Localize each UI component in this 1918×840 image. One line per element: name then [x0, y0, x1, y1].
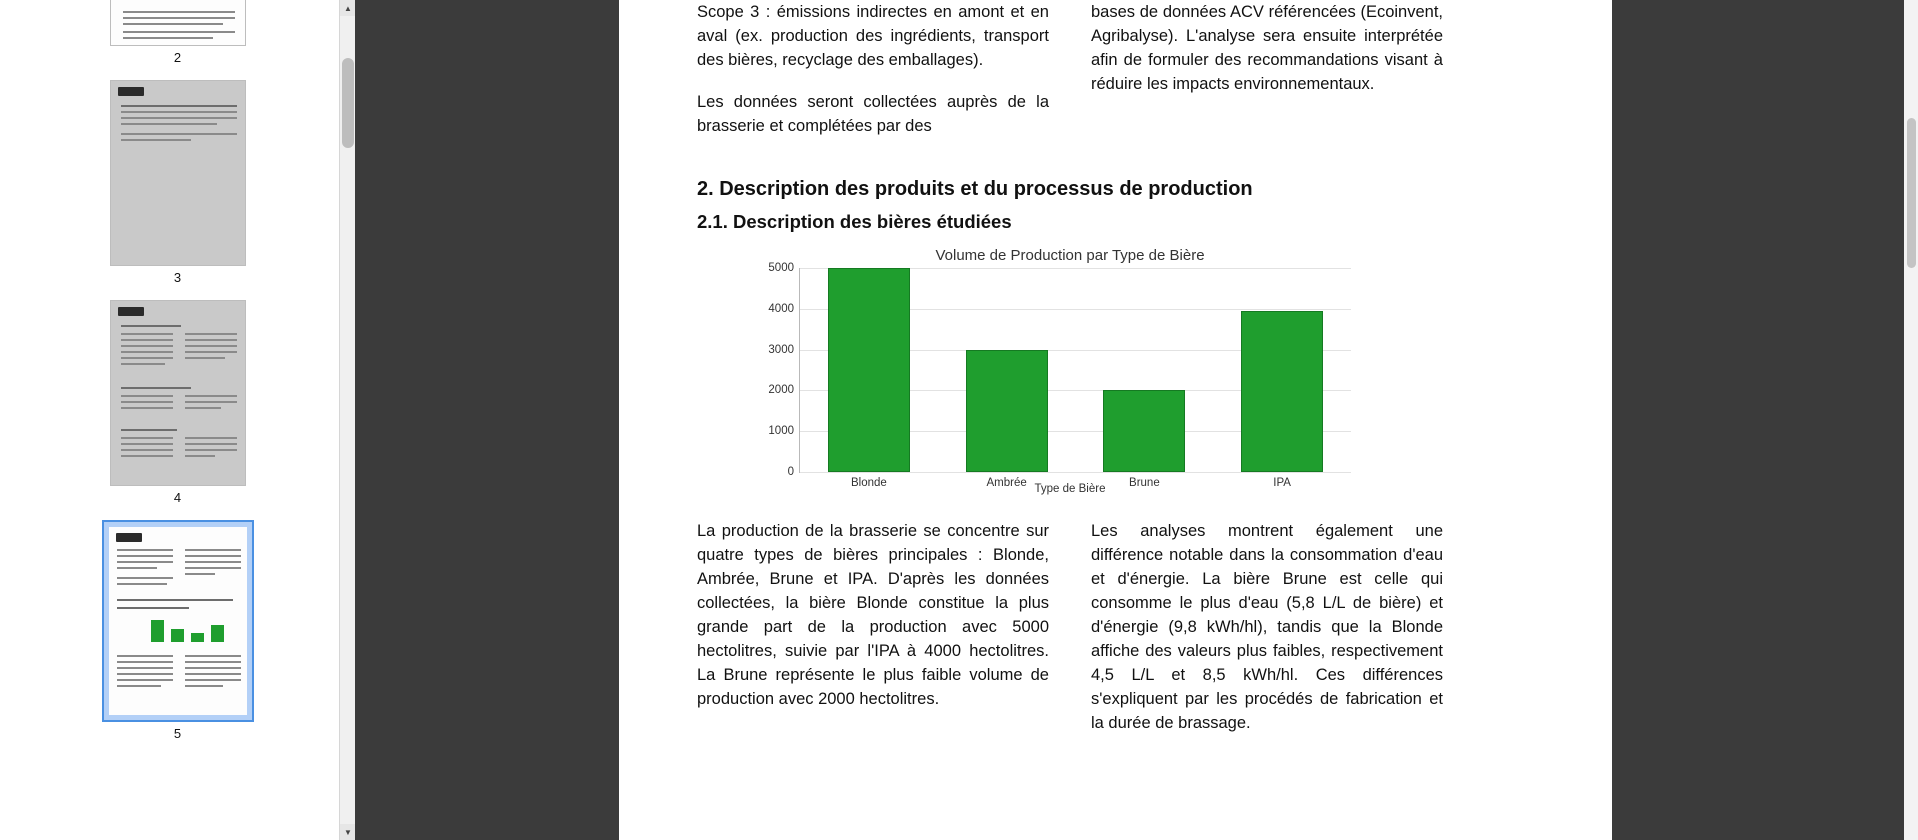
document-column-left-2	[697, 519, 1049, 753]
thumbnail-frame[interactable]	[110, 0, 246, 46]
thumbnail-item-page-4[interactable]	[0, 300, 355, 506]
document-scrollbar-thumb[interactable]	[1907, 118, 1916, 268]
chart-x-tick: Ambrée	[986, 477, 1027, 489]
document-column-left	[697, 0, 1049, 156]
chart-y-tick: 2000	[768, 384, 794, 397]
brand-logo-icon	[118, 87, 144, 96]
scroll-up-arrow-icon[interactable]: ▲	[340, 0, 355, 16]
thumbnail-chart-bar	[191, 633, 204, 642]
chart-bar-ambree	[966, 350, 1048, 472]
thumbnail-scrollbar[interactable]	[339, 0, 355, 840]
thumbnail-page-preview	[111, 81, 245, 265]
thumbnail-item-page-5[interactable]	[0, 520, 355, 742]
thumbnail-page-number: 2	[173, 50, 182, 65]
chart-y-tick: 4000	[768, 302, 794, 315]
document-page	[619, 0, 1612, 840]
scroll-down-arrow-icon[interactable]: ▼	[340, 824, 355, 840]
document-bottom-columns	[697, 513, 1534, 753]
production-volume-chart	[697, 247, 1443, 493]
chart-y-tick: 5000	[768, 262, 794, 274]
paragraph: Scope 3 : émissions indirectes en amont et en aval (ex. production des ingrédients, transport des bières, recyclage des emballages).	[697, 3, 1049, 69]
paragraph: bases de données ACV référencées (Ecoinvent, Agribalyse). L'analyse sera ensuite interprétée afin de formuler des recommandations visant à réduire les impacts environnementaux.	[1091, 3, 1443, 93]
chart-y-tick: 0	[787, 466, 794, 478]
chart-bar-blonde	[828, 268, 910, 472]
viewer-background-left	[355, 0, 619, 840]
chart-y-tick: 1000	[768, 425, 794, 438]
chart-x-tick: Brune	[1129, 477, 1160, 489]
chart-bar-ipa	[1241, 311, 1323, 472]
thumbnail-chart-bar	[171, 629, 184, 642]
thumbnail-frame[interactable]	[110, 80, 246, 266]
thumbnail-chart-bar	[151, 620, 164, 642]
document-column-right	[1091, 0, 1443, 156]
scrollbar-thumb[interactable]	[342, 58, 354, 148]
thumbnail-item-page-3[interactable]	[0, 80, 355, 286]
document-top-columns	[697, 0, 1534, 156]
chart-x-tick: Blonde	[850, 477, 887, 489]
chart-x-tick: IPA	[1273, 477, 1291, 489]
subsection-heading: 2.1. Description des bières étudiées	[697, 211, 1012, 232]
paragraph: Les données seront collectées auprès de la brasserie et complétées par des	[697, 93, 1049, 135]
thumbnail-list[interactable]	[0, 0, 355, 756]
document-column-right-2	[1091, 519, 1443, 753]
document-pane[interactable]	[619, 0, 1918, 840]
thumbnail-page-number: 5	[173, 726, 182, 741]
chart-y-tick: 3000	[768, 343, 794, 356]
chart-title: Volume de Production par Type de Bière	[935, 247, 1205, 264]
chart-bars	[800, 268, 1351, 472]
thumbnail-frame-selected[interactable]	[102, 520, 254, 722]
thumbnail-chart-bar	[211, 625, 224, 642]
thumbnail-page-preview	[111, 301, 245, 485]
document-scrollbar[interactable]	[1904, 0, 1918, 840]
paragraph: Les analyses montrent également une différence notable dans la consommation d'eau et d'énergie. La bière Brune est celle qui consomme le plus d'eau (5,8 L/L de bière) et d'énergie (9,8 kWh/hl), tandis que la Blonde affiche des valeurs plus faibles, respectivement 4,5 L/L et 8,5 kWh/hl. Ces différences s'expliquent par les procédés de fabrication et la durée de brassage.	[1091, 522, 1443, 732]
paragraph: La production de la brasserie se concentre sur quatre types de bières principales : Blonde, Ambrée, Brune et IPA. D'après les données collectées, la bière Blonde constitue la plus grande part de la production avec 5000 hectolitres, suivie par l'IPA à 4000 hectolitres. La Brune représente le plus faible volume de production avec 2000 hectolitres.	[697, 522, 1049, 708]
thumbnail-frame[interactable]	[110, 300, 246, 486]
chart-bar-brune	[1103, 390, 1185, 472]
section-heading: 2. Description des produits et du processus de production	[697, 178, 1253, 200]
thumbnail-item-page-2[interactable]	[0, 0, 355, 66]
chart-x-axis-label: Type de Bière	[1034, 483, 1106, 495]
thumbnail-page-preview	[109, 527, 247, 715]
thumbnail-page-preview	[111, 0, 245, 45]
thumbnail-page-number: 3	[173, 270, 182, 285]
thumbnail-page-number: 4	[173, 490, 182, 505]
thumbnail-pane	[0, 0, 355, 840]
brand-logo-icon	[118, 307, 144, 316]
brand-logo-icon	[116, 533, 142, 542]
